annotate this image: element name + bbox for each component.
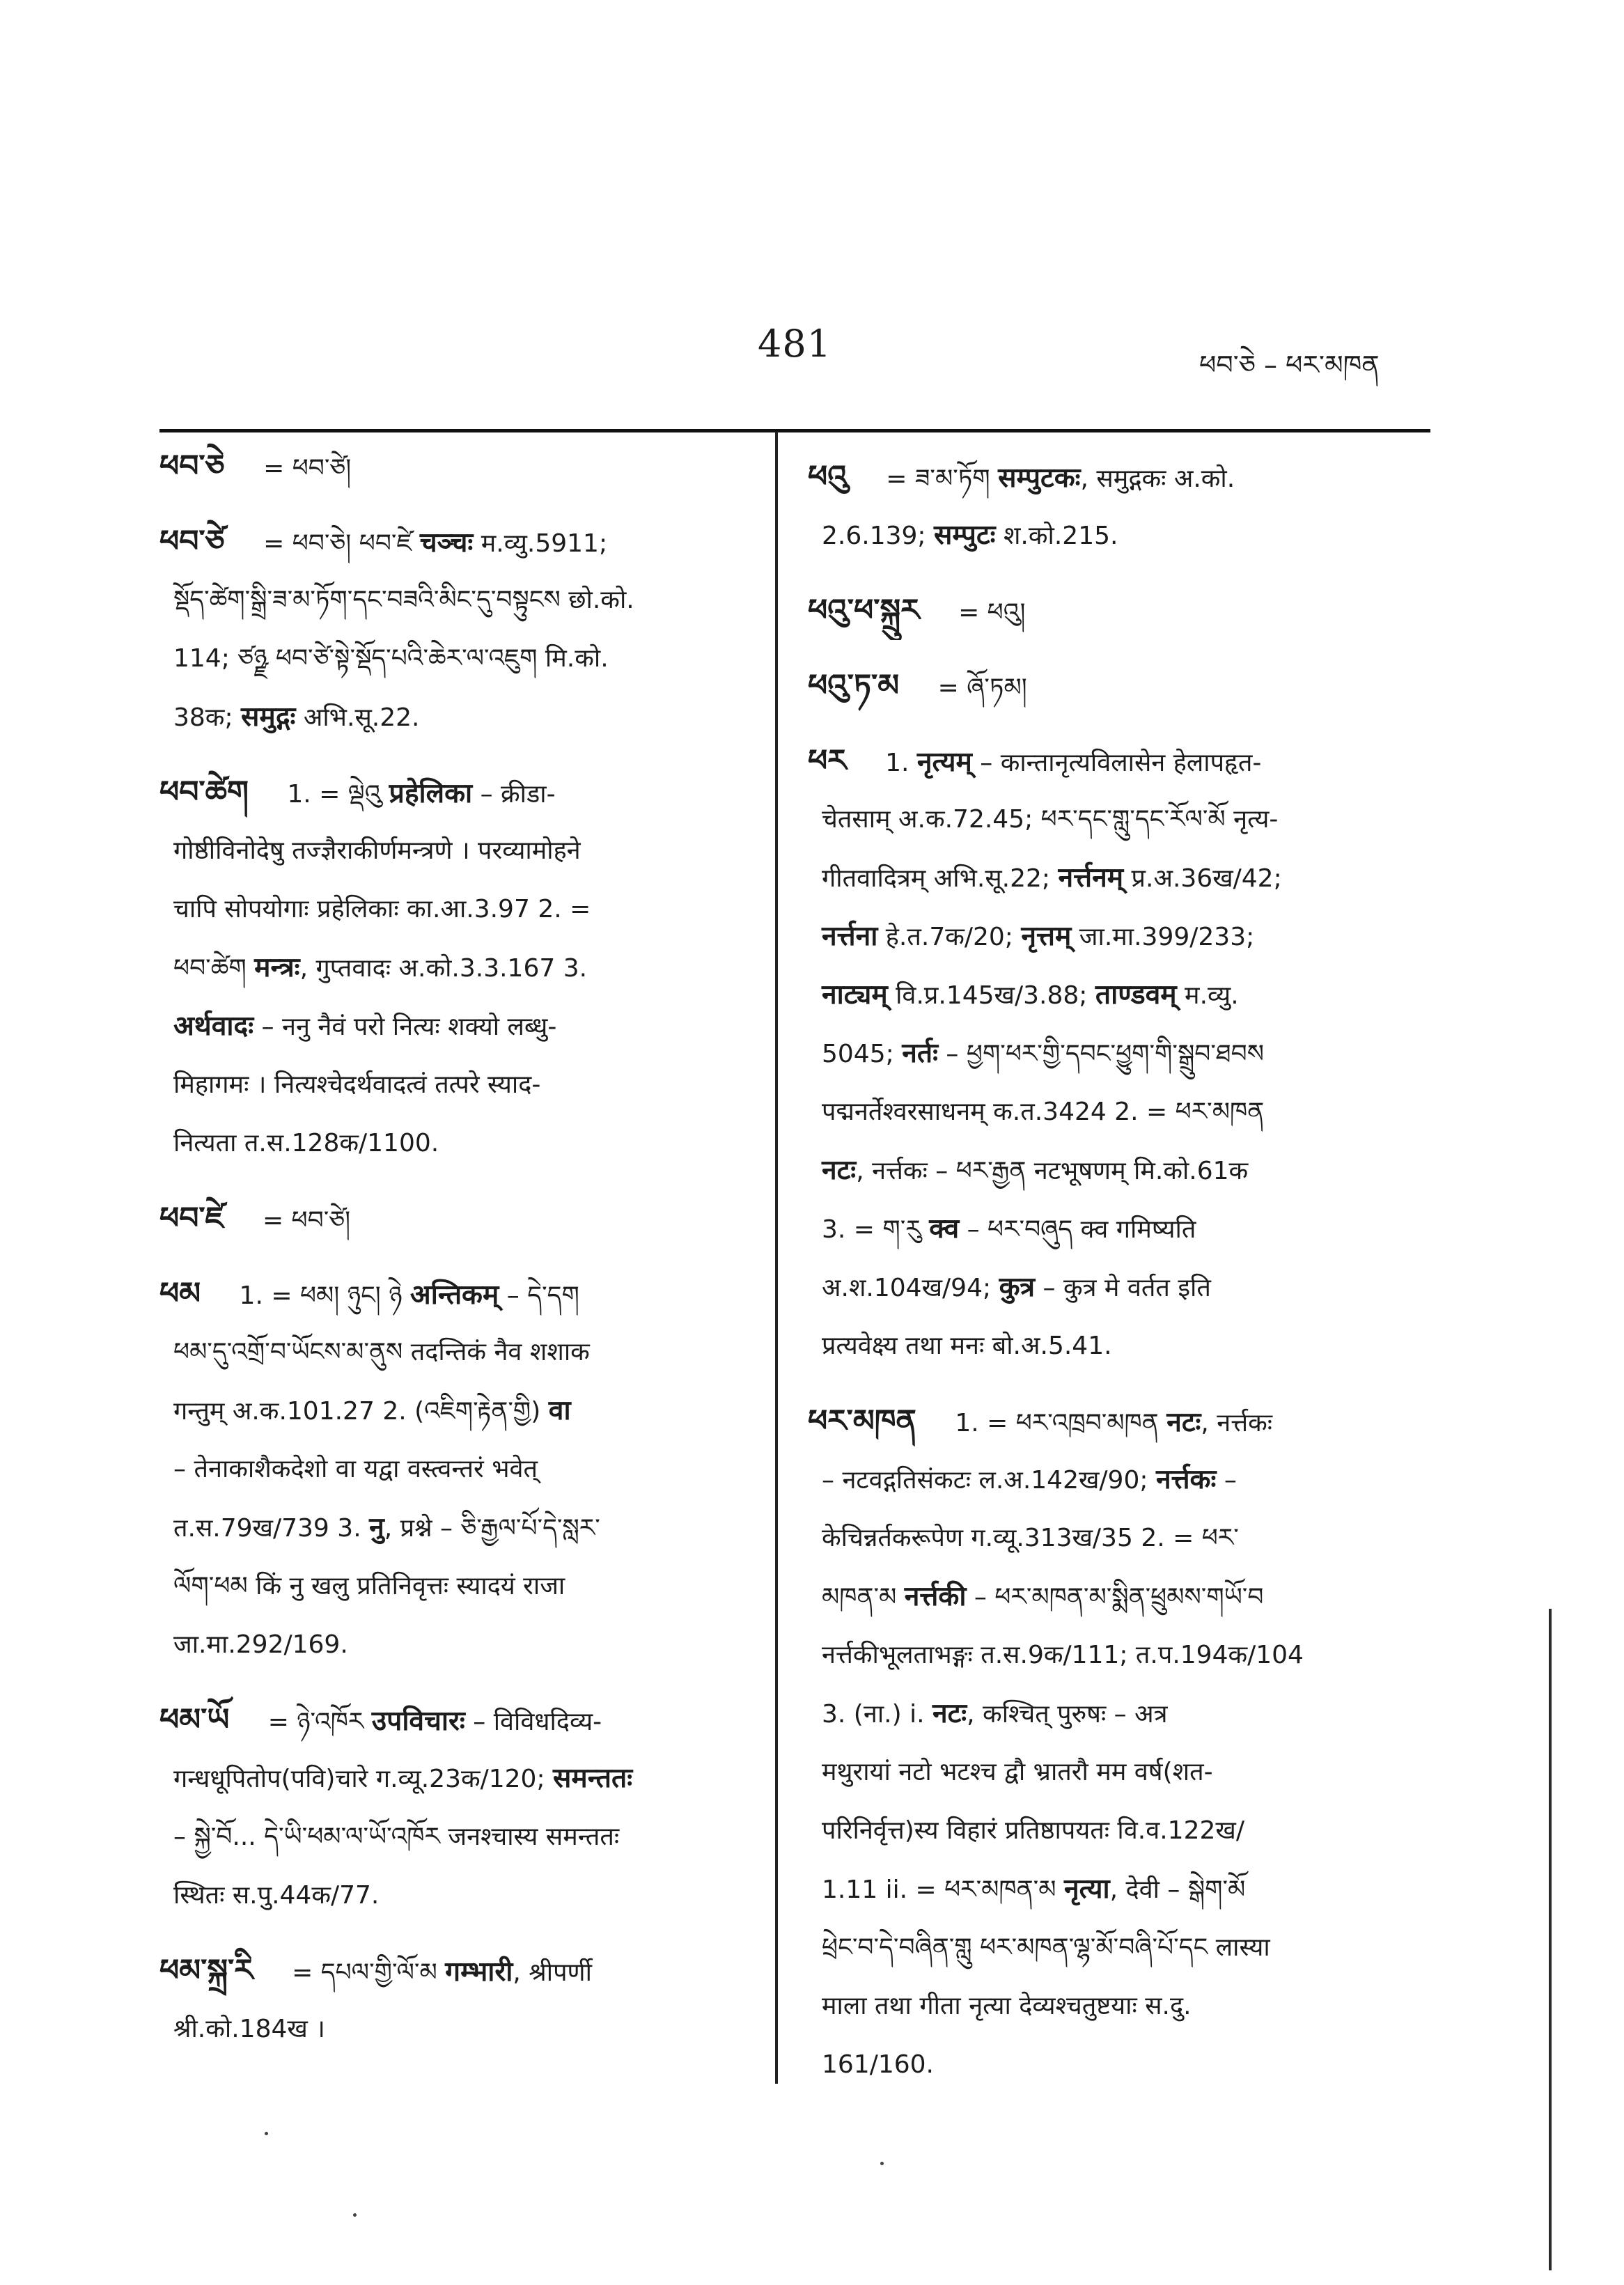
- sanskrit-equivalent: नर्त्तकी: [904, 1581, 967, 1612]
- entry-text: – ཕར་མཁན་མ་སྨིན་ཕྲུམས་གཡོ་བ: [974, 1583, 1264, 1612]
- dictionary-entry: [159, 437, 764, 496]
- sanskrit-equivalent: वा: [548, 1395, 571, 1426]
- entry-line: [159, 1866, 764, 1925]
- entry-text: 1. = ཕམ། ཉུང། ཉེ: [239, 1281, 403, 1310]
- dictionary-entry: [808, 1392, 1423, 2094]
- entry-text: = ཕའུ།: [958, 598, 1026, 627]
- entry-text: गन्तुम् अ.क.101.27: [173, 1397, 375, 1426]
- entry-line: [808, 1977, 1423, 2036]
- entry-text: , नर्त्तकः – ཕར་རྒྱན नटभूषणम् मि.को.61क: [856, 1157, 1249, 1185]
- scan-speck: [353, 2213, 357, 2217]
- sanskrit-equivalent: ताण्डवम्: [1095, 979, 1177, 1011]
- sanskrit-equivalent: उपविचारः: [371, 1706, 465, 1737]
- entry-line: [159, 1382, 764, 1440]
- entry-line: [159, 630, 764, 688]
- entry-line: [808, 1743, 1423, 1802]
- entry-text: , देवी – སྒེག་མོ: [1109, 1875, 1246, 1904]
- entry-line: [808, 1024, 1423, 1083]
- headword: ཕབ་ཚེག: [159, 774, 249, 810]
- sanskrit-equivalent: नटः: [1166, 1407, 1201, 1438]
- dictionary-entry: [808, 657, 1423, 715]
- entry-text: 161/160.: [822, 2050, 934, 2079]
- entry-line: [808, 907, 1423, 966]
- entry-text: 1.11 ii. = ཕར་མཁན་མ: [822, 1875, 1056, 1904]
- entry-line: [808, 849, 1423, 907]
- entry-line: [808, 1685, 1423, 1743]
- entry-line: [159, 513, 764, 571]
- entry-text: 114;: [173, 644, 230, 673]
- entry-line: [159, 1114, 764, 1173]
- entry-text: – ननु नैवं परो नित्यः शक्यो लब्धु-: [261, 1013, 557, 1041]
- entry-line: [808, 1392, 1423, 1451]
- entry-line: [808, 966, 1423, 1024]
- entry-text: किं नु खलु प्रतिनिवृत्तः स्यादयं राजा: [256, 1572, 565, 1600]
- entry-line: [159, 880, 764, 939]
- entry-line: [159, 1557, 764, 1616]
- entry-text: तदन्तिकं नैव शशाक: [410, 1338, 590, 1366]
- sanskrit-equivalent: नर्तः: [902, 1038, 938, 1069]
- dictionary-entry: [159, 513, 764, 747]
- entry-text: जा.मा.399/233;: [1079, 923, 1255, 951]
- header-rule: [159, 429, 1430, 432]
- entry-text: – कान्तानृत्यविलासेन हेलापहृत-: [980, 749, 1262, 777]
- entry-line: [808, 1860, 1423, 1919]
- sanskrit-equivalent: नर्त्तना: [822, 921, 878, 952]
- entry-text: अ.श.104ख/94;: [822, 1274, 992, 1302]
- entry-line: [808, 1083, 1423, 1141]
- headword: ཕར: [808, 743, 847, 779]
- entry-text: ཙཉྫ ཕབ་ཙེ་སྟེ་སྡོད་པའི་ཆེར་ལ་འཇུག: [237, 644, 538, 673]
- right-column: [808, 448, 1423, 2105]
- sanskrit-equivalent: चञ्चः: [419, 527, 474, 559]
- entry-text: , श्रीपर्णी: [513, 1958, 592, 1987]
- entry-text: ཕམ་དུ་འགྲོ་བ་ཡོངས་མ་ནུས: [173, 1338, 403, 1366]
- entry-text: ལོག་ཕམ: [173, 1572, 248, 1600]
- entry-text: माला तथा गीता नृत्या देव्यश्चतुष्टयाः स.दु.: [822, 1992, 1192, 2020]
- headword: ཕའུ་ཕ་སྐྲུར: [808, 593, 920, 628]
- entry-line: [159, 437, 764, 496]
- entry-text: – ཕྱག་ཕར་གྱི་དབང་ཕྱུག་གི་སྒྲུབ་ཐབས: [946, 1040, 1265, 1068]
- entry-text: མཁན་མ: [822, 1583, 897, 1612]
- entry-text: जा.मा.292/169.: [173, 1630, 348, 1659]
- entry-text: 2. = ཕར་: [1141, 1524, 1239, 1552]
- entry-text: = དཔལ་གྱི་ལོ་མ: [292, 1958, 437, 1987]
- sanskrit-equivalent: मन्त्रः: [254, 952, 300, 983]
- entry-text: 2. =: [538, 895, 591, 923]
- sanskrit-equivalent: सम्पुटकः: [998, 462, 1081, 494]
- sanskrit-equivalent: नृत्यम्: [916, 747, 972, 778]
- headword: ཕའུ་ཏ་མ: [808, 668, 900, 703]
- entry-text: = ཟ་མ་ཏོག: [886, 465, 990, 493]
- entry-text: 1. = ལྡེའུ: [287, 780, 382, 809]
- entry-text: –: [1224, 1466, 1237, 1495]
- sanskrit-equivalent: अर्थवादः: [173, 1011, 254, 1042]
- entry-line: [808, 1258, 1423, 1317]
- entry-text: ཕྲེང་བ་དེ་བཞིན་གླུ ཕར་མཁན་ལྷ་མོ་བཞི་པོ་དང: [822, 1933, 1208, 1962]
- entry-line: [159, 939, 764, 997]
- sanskrit-equivalent: समन्ततः: [553, 1763, 633, 1794]
- entry-line: [159, 1808, 764, 1866]
- entry-text: , नर्त्तकः: [1201, 1409, 1273, 1437]
- entry-text: 3.: [337, 1514, 361, 1543]
- sanskrit-equivalent: नृत्तम्: [1021, 921, 1072, 952]
- entry-line: [808, 1317, 1423, 1375]
- entry-line: [159, 1056, 764, 1114]
- dictionary-entry: [808, 732, 1423, 1375]
- entry-line: [808, 1802, 1423, 1860]
- entry-line: [159, 688, 764, 747]
- entry-text: स्थितः स.पु.44क/77.: [173, 1881, 380, 1910]
- running-head: ཕབ་ཅེ – ཕར་མཁན: [1199, 350, 1380, 380]
- entry-text: मिहागमः । नित्यश्चेदर्थवादत्वं तत्परे स्याद-: [173, 1070, 541, 1099]
- entry-text: , कश्चित् पुरुषः – अत्र: [967, 1700, 1168, 1729]
- entry-text: गीतवादित्रम् अभि.सू.22;: [822, 864, 1051, 893]
- entry-text: = ཕབ་ཙེ།: [262, 1206, 351, 1235]
- dictionary-entry: [808, 448, 1423, 565]
- dictionary-entry: [808, 582, 1423, 640]
- entry-line: [159, 2000, 764, 2059]
- entry-text: – ཕར་བཞུད क्व गमिष्यति: [967, 1215, 1196, 1244]
- entry-text: चापि सोपयोगाः प्रहेलिकाः का.आ.3.97: [173, 895, 530, 923]
- entry-text: प्र.अ.36ख/42;: [1131, 864, 1282, 893]
- margin-line: [1549, 1609, 1552, 2270]
- headword: ཕར་མཁན: [808, 1403, 916, 1439]
- entry-line: [808, 732, 1423, 790]
- entry-text: = ཕབ་ཙེ།: [263, 454, 352, 483]
- entry-line: [159, 1942, 764, 2000]
- entry-text: म.व्यु.5911;: [481, 529, 608, 558]
- entry-line: [808, 448, 1423, 506]
- entry-line: [159, 997, 764, 1056]
- entry-text: = ཞོ་ཏམ།: [937, 673, 1027, 702]
- entry-text: पद्मनर्तेश्वरसाधनम् क.त.3424: [822, 1098, 1107, 1126]
- entry-text: , समुद्गकः अ.को.: [1080, 465, 1235, 493]
- entry-line: [808, 1141, 1423, 1200]
- entry-text: प्रत्यवेक्ष्य तथा मनः बो.अ.5.41.: [822, 1332, 1112, 1360]
- entry-text: गोष्ठीविनोदेषु तज्ज्ञैराकीर्णमन्त्रणे । परव्यामोहने: [173, 836, 581, 865]
- entry-text: लास्या: [1215, 1933, 1270, 1962]
- scan-speck: [880, 2162, 884, 2165]
- entry-line: [159, 1499, 764, 1557]
- sanskrit-equivalent: नटः: [932, 1698, 967, 1729]
- entry-text: म.व्यु.: [1185, 981, 1239, 1010]
- sanskrit-equivalent: समुद्गः: [241, 701, 296, 733]
- entry-text: परिनिर्वृत्त)स्य विहारं प्रतिष्ठापयतः वि.व.122ख/: [822, 1816, 1244, 1845]
- entry-text: ཕབ་ཚེག: [173, 954, 247, 983]
- entry-text: श्री.को.184ख ।: [173, 2015, 325, 2043]
- headword: ཕབ་ཛེ: [159, 1201, 224, 1236]
- entry-text: སྡོད་ཚེག་སྒྲི་ཟ་མ་ཏོག་དང་བཟའི་མིང་དུ་བསྟུངས: [173, 586, 561, 614]
- entry-line: [159, 1265, 764, 1323]
- entry-line: [159, 571, 764, 630]
- entry-text: 2. = ཕར་མཁན: [1114, 1098, 1265, 1126]
- entry-text: 1. = ཕར་འཁྲབ་མཁན: [955, 1409, 1159, 1437]
- entry-line: [159, 822, 764, 880]
- entry-text: 2.6.139;: [822, 522, 926, 550]
- entry-line: [808, 1568, 1423, 1626]
- sanskrit-equivalent: नर्त्तकः: [1155, 1464, 1217, 1495]
- entry-text: = ཉེ་འཁོར: [267, 1708, 364, 1736]
- entry-line: [808, 1509, 1423, 1568]
- dictionary-entry: [159, 1190, 764, 1248]
- sanskrit-equivalent: गम्भारी: [445, 1956, 513, 1988]
- sanskrit-equivalent: नटः: [822, 1155, 857, 1186]
- entry-text: – क्रीडा-: [480, 780, 556, 809]
- headword: ཕའུ: [808, 459, 848, 494]
- entry-line: [808, 1919, 1423, 1977]
- entry-text: 5045;: [822, 1040, 894, 1068]
- dictionary-entry: [159, 1265, 764, 1674]
- entry-text: मि.को.: [545, 644, 609, 673]
- entry-line: [159, 1440, 764, 1499]
- entry-text: 38क;: [173, 703, 233, 732]
- sanskrit-equivalent: नर्त्तनम्: [1058, 862, 1124, 894]
- entry-text: हे.त.7क/20;: [885, 923, 1013, 951]
- dictionary-entry: [159, 1691, 764, 1925]
- entry-line: [808, 1200, 1423, 1258]
- entry-text: वि.प्र.145ख/3.88;: [896, 981, 1088, 1010]
- entry-line: [808, 1626, 1423, 1685]
- entry-line: [808, 2036, 1423, 2094]
- entry-text: नर्त्तकीभूलताभङ्गः त.स.9क/111; त.प.194क/104: [822, 1641, 1304, 1669]
- entry-text: – དེ་དག: [506, 1281, 579, 1310]
- dictionary-entry: [159, 1942, 764, 2059]
- left-column: [159, 437, 764, 2095]
- sanskrit-equivalent: अन्तिकम्: [409, 1279, 499, 1311]
- entry-text: 1.: [885, 749, 909, 777]
- entry-text: 2. (འཇིག་རྟེན་གྱི): [382, 1397, 541, 1426]
- entry-line: [808, 582, 1423, 640]
- entry-text: गन्धधूपितोप(पवि)चारे ग.व्यू.23क/120;: [173, 1765, 545, 1793]
- headword: ཕབ་ཙེ: [159, 524, 225, 559]
- entry-text: मथुरायां नटो भटश्च द्वौ भ्रातरौ मम वर्ष(शत-: [822, 1758, 1213, 1786]
- entry-line: [808, 1451, 1423, 1509]
- sanskrit-equivalent: प्रहेलिका: [389, 778, 473, 809]
- page-number: 481: [758, 322, 832, 366]
- headword: ཕམ་ཡོ: [159, 1702, 230, 1738]
- entry-line: [808, 657, 1423, 715]
- entry-text: 3. = ག་རུ: [822, 1215, 921, 1244]
- entry-line: [159, 1749, 764, 1808]
- entry-text: केचिन्नर्तकरूपेण ग.व्यू.313ख/35: [822, 1524, 1133, 1552]
- entry-text: श.को.215.: [1003, 522, 1118, 550]
- entry-text: 3. (ना.) i.: [822, 1700, 925, 1729]
- entry-line: [159, 1616, 764, 1674]
- sanskrit-equivalent: नृत्या: [1063, 1873, 1110, 1905]
- entry-text: नित्यता त.स.128क/1100.: [173, 1129, 439, 1157]
- entry-text: = ཕབ་ཅེ། ཕབ་ཛེ: [263, 529, 412, 558]
- entry-text: – སྐྱེ་བོ... དེ་ཡི་ཕམ་ལ་ཡོ་འཁོར: [173, 1823, 440, 1851]
- scan-speck: [265, 2132, 268, 2135]
- headword: ཕམ་སྐྲ་རི: [159, 1953, 253, 1988]
- entry-text: – कुत्र मे वर्तत इति: [1043, 1274, 1211, 1302]
- sanskrit-equivalent: सम्पुटः: [934, 520, 996, 551]
- entry-text: , प्रश्ने – ཅི་རྒྱལ་པོ་དེ་སླར་: [384, 1514, 600, 1543]
- sanskrit-equivalent: नाट्यम्: [822, 979, 888, 1011]
- dictionary-entry: [159, 763, 764, 1173]
- headword: ཕབ་ཅེ: [159, 449, 225, 484]
- sanskrit-equivalent: कुत्र: [999, 1272, 1036, 1303]
- entry-text: 3.: [563, 954, 588, 983]
- entry-text: चेतसाम् अ.क.72.45; ཕར་དང་གླུ་དང་རོལ་མོ नृत्य-: [822, 805, 1279, 834]
- entry-line: [159, 1323, 764, 1382]
- entry-text: , गुप्तवादः अ.को.3.3.167: [299, 954, 556, 983]
- entry-text: – विविधदिव्य-: [473, 1708, 602, 1736]
- entry-text: – नटवद्गतिसंकटः ल.अ.142ख/90;: [822, 1466, 1148, 1495]
- entry-line: [808, 790, 1423, 849]
- entry-text: त.स.79ख/739: [173, 1514, 329, 1543]
- entry-line: [159, 1190, 764, 1248]
- entry-text: जनश्चास्य समन्ततः: [448, 1823, 620, 1851]
- column-divider: [775, 432, 778, 2084]
- entry-line: [159, 763, 764, 822]
- headword: ཕམ: [159, 1276, 201, 1311]
- entry-text: अभि.सू.22.: [303, 703, 420, 732]
- sanskrit-equivalent: नु: [369, 1512, 384, 1543]
- entry-text: छो.को.: [568, 586, 634, 614]
- sanskrit-equivalent: क्व: [929, 1213, 960, 1245]
- entry-text: – तेनाकाशैकदेशो वा यद्वा वस्त्वन्तरं भवेत्: [173, 1455, 538, 1483]
- entry-line: [159, 1691, 764, 1749]
- entry-line: [808, 506, 1423, 565]
